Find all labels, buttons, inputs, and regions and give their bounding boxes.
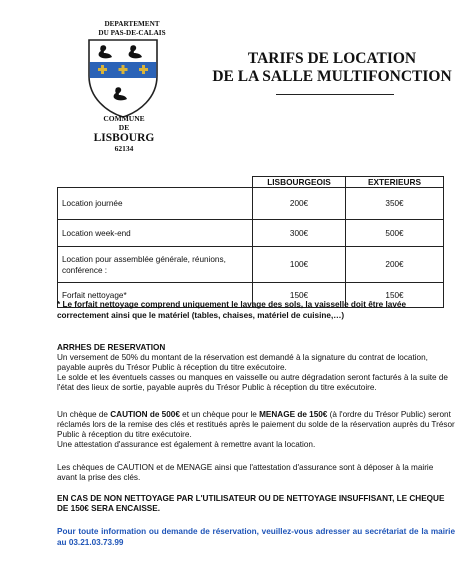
- commune-de: DE: [118, 122, 130, 132]
- table-row: [58, 247, 444, 283]
- title-line-1: TARIFS DE LOCATION: [247, 50, 417, 67]
- row-lisbourgeois: 200€: [253, 188, 346, 220]
- page-title: [212, 50, 452, 86]
- row-label: Location journée: [58, 188, 253, 220]
- table-header-lisbourgeois: LISBOURGEOIS: [253, 177, 346, 188]
- table-header-empty: [58, 177, 253, 188]
- reservation-paragraph-4: Les chèques de CAUTION et de MENAGE ainsi que l'attestation d'assurance sont à déposer à la mairie avant la prise des clés.: [57, 463, 434, 482]
- table-row: [58, 188, 444, 220]
- row-label: Forfait nettoyage*: [58, 283, 253, 308]
- table-header-exterieurs: EXTERIEURS: [346, 177, 444, 188]
- department-line-1: DEPARTEMENT: [104, 20, 160, 28]
- commune-word: COMMUNE: [103, 114, 145, 123]
- p3-part-e: (à l'ordre du Trésor Public) seront réclamés lors de la remise des clés et restitués après le paiement du solde de la réservation auprès du Trésor Public à réception du titre exécutoire.: [57, 410, 455, 439]
- row-exterieurs: 350€: [346, 188, 444, 220]
- row-exterieurs: 500€: [346, 220, 444, 247]
- p3-part-c: et un chèque pour le: [179, 410, 260, 419]
- table-header-row: [58, 177, 444, 188]
- title-line-2: DE LA SALLE MULTIFONCTION: [212, 68, 452, 85]
- row-exterieurs: 150€: [346, 283, 444, 308]
- coat-of-arms-logo: [87, 38, 159, 118]
- commune-name: LISBOURG: [93, 132, 155, 144]
- cleaning-warning: EN CAS DE NON NETTOYAGE PAR L'UTILISATEUR OU DE NETTOYAGE INSUFFISANT, LE CHEQUE DE 150€ SERA ENCAISSE.: [57, 494, 445, 513]
- postcode: 62134: [114, 144, 134, 153]
- tarifs-table: [57, 176, 444, 308]
- commune-label: [84, 115, 164, 153]
- caution-amount: CAUTION de 500€: [110, 410, 180, 419]
- menage-amount: MENAGE de 150€: [259, 410, 328, 419]
- row-lisbourgeois: 100€: [253, 247, 346, 283]
- title-underline: [276, 94, 394, 95]
- row-lisbourgeois: 150€: [253, 283, 346, 308]
- reservation-paragraph-3: [57, 410, 455, 450]
- insurance-note: Une attestation d'assurance est également à remettre avant la location.: [57, 440, 316, 449]
- row-label: Location week-end: [58, 220, 253, 247]
- reservation-paragraph-1: Un versement de 50% du montant de la réservation est demandé à la signature du contrat de location, payable auprès du Trésor Public à réception du titre exécutoire.: [57, 353, 428, 372]
- department-label: [78, 20, 186, 37]
- row-label: Location pour assemblée générale, réunions, conférence :: [58, 247, 253, 283]
- table-row: [58, 220, 444, 247]
- reservation-paragraph-2: Le solde et les éventuels casses ou manques en vaisselle ou autre dégradation seront facturés à la suite de l'état des lieux de sortie, payable auprès du Trésor Public à réception du titre exécutoire.: [57, 373, 448, 392]
- cleaning-note: * Le forfait nettoyage comprend uniquement le lavage des sols, la vaisselle doit être lavée correctement ainsi que le matériel (tables, chaises, matériel de cuisine,…): [57, 300, 406, 320]
- department-line-2: DU PAS-DE-CALAIS: [98, 28, 166, 37]
- reservation-title: ARRHES DE RESERVATION: [57, 343, 166, 352]
- contact-info: Pour toute information ou demande de réservation, veuillez-vous adresser au secrétariat de la mairie au 03.21.03.73.99: [57, 527, 455, 547]
- row-exterieurs: 200€: [346, 247, 444, 283]
- row-lisbourgeois: 300€: [253, 220, 346, 247]
- p3-part-a: Un chèque de: [57, 410, 111, 419]
